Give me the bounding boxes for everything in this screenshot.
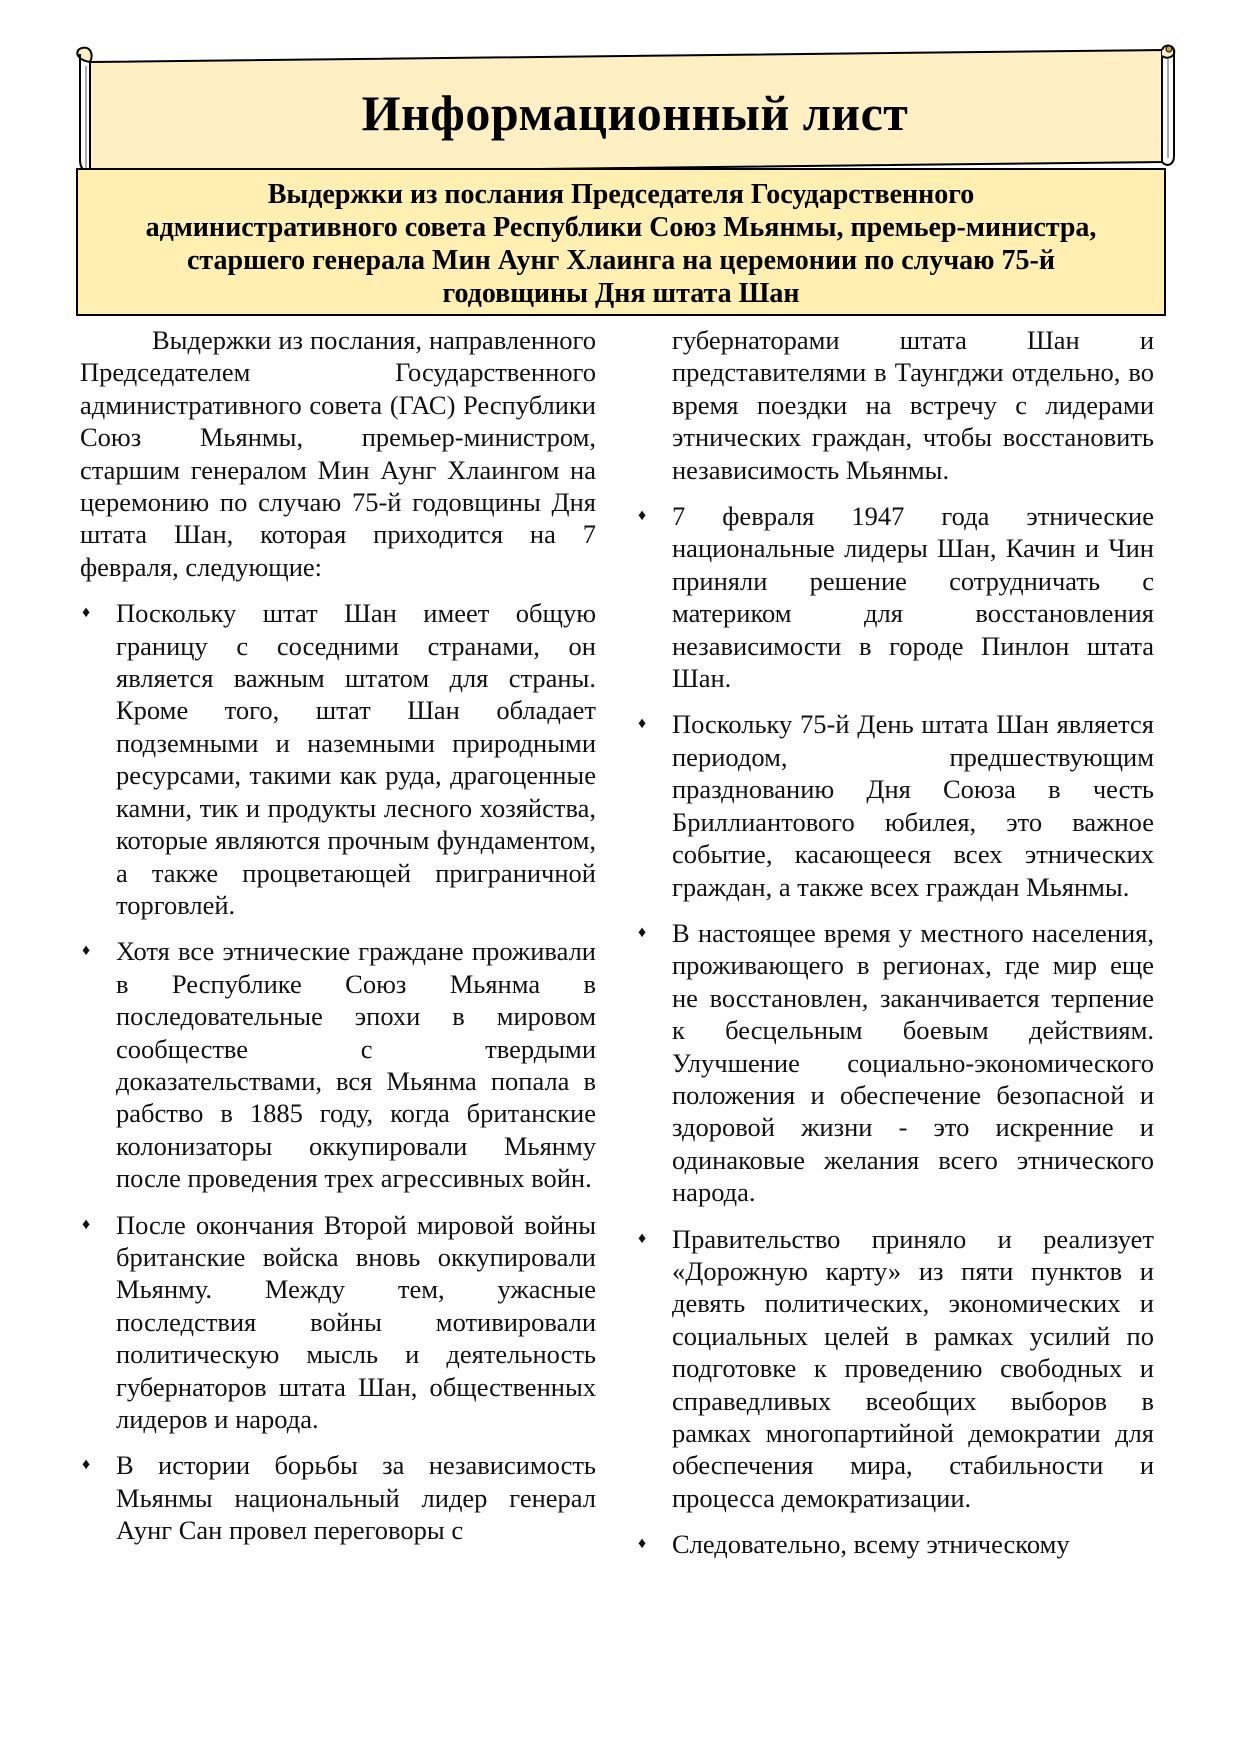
diamond-bullet-icon: ♦: [82, 604, 91, 622]
list-item: [80, 1449, 596, 1546]
left-column: [80, 324, 596, 1561]
diamond-bullet-icon: ♦: [82, 942, 91, 960]
list-item-text: Правительство приняло и реализует «Дорожную карту» из пяти пунктов и девять политических, экономических и социальных целей в рамках усилий по подготовке к проведению свободных и справедливых всеобщих выборов в рамках многопартийной демократии для обеспечения мира, стабильности и процесса демократизации.: [672, 1223, 1154, 1513]
right-column: [636, 324, 1154, 1575]
list-item-text: Следовательно, всему этническому: [672, 1529, 1070, 1560]
diamond-bullet-icon: ♦: [638, 923, 647, 941]
diamond-bullet-icon: ♦: [82, 1456, 91, 1474]
continuation-paragraph: губернаторами штата Шан и представителями в Таунгджи отдельно, во время поездки на встречу с лидерами этнических граждан, чтобы восстановить независимость Мьянмы.: [672, 325, 1154, 485]
intro-paragraph: Выдержки из послания, направленного Председателем Государственного административного совета (ГАС) Республики Союз Мьянмы, премьер-министром, старшим генералом Мин Аунг Хлаингом на церемонию по случаю 75-й годовщины Дня штата Шан, которая приходится на 7 февраля, следующие:: [80, 325, 596, 582]
list-item-text: 7 февраля 1947 года этнические национальные лидеры Шан, Качин и Чин приняли решение сотрудничать с материком для восстановления независимости в городе Пинлон штата Шан.: [672, 501, 1154, 694]
diamond-bullet-icon: ♦: [638, 715, 647, 733]
bullet-list-left: [80, 597, 596, 1546]
subtitle-box: [76, 168, 1166, 316]
list-item-text: После окончания Второй мировой войны британские войска вновь оккупировали Мьянму. Между тем, ужасные последствия войны мотивировали политическую мысль и деятельность губернаторов штата Шан, общественных лидеров и народа.: [116, 1209, 596, 1434]
diamond-bullet-icon: ♦: [638, 1535, 647, 1553]
title-banner: [72, 44, 1178, 178]
diamond-bullet-icon: ♦: [638, 507, 647, 525]
diamond-bullet-icon: ♦: [638, 1229, 647, 1247]
subtitle-line: годовщины Дня штата Шан: [442, 278, 800, 309]
list-item-text: В истории борьбы за независимость Мьянмы национальный лидер генерал Аунг Сан провел переговоры с: [116, 1450, 596, 1546]
page-title: Информационный лист: [361, 85, 909, 141]
list-item-text: Поскольку 75-й День штата Шан является периодом, предшествующим празднованию Дня Союза в честь Бриллиантового юбилея, это важное событие, касающееся всех этнических граждан, а также всех граждан Мьянмы.: [672, 709, 1154, 902]
list-item: [80, 935, 596, 1194]
list-item: [636, 1223, 1154, 1515]
list-item: [636, 1528, 1154, 1560]
list-item: [636, 917, 1154, 1209]
bullet-list-right: [636, 500, 1154, 1561]
subtitle-line: старшего генерала Мин Аунг Хлаинга на церемонии по случаю 75-й: [186, 245, 1056, 276]
subtitle-line: Выдержки из послания Председателя Государственного: [267, 179, 975, 210]
list-item: [636, 500, 1154, 694]
list-item-text: Хотя все этнические граждане проживали в Республике Союз Мьянма в последовательные эпохи в мировом сообществе с твердыми доказательствами, вся Мьянма попала в рабство в 1885 году, когда британские колонизаторы оккупировали Мьянму после проведения трех агрессивных войн.: [116, 936, 596, 1194]
list-item: [80, 597, 596, 921]
list-item: [636, 708, 1154, 902]
list-item-text: Поскольку штат Шан имеет общую границу с соседними странами, он является важным штатом для страны. Кроме того, штат Шан обладает подземными и наземными природными ресурсами, такими как руда, драгоценные камни, тик и продукты лесного хозяйства, которые являются прочным фундаментом, а также процветающей приграничной торговлей.: [116, 598, 596, 920]
diamond-bullet-icon: ♦: [82, 1215, 91, 1233]
list-item: [80, 1209, 596, 1436]
subtitle-line: административного совета Республики Союз Мьянмы, премьер-министра,: [145, 212, 1097, 243]
list-item-text: В настоящее время у местного населения, проживающего в регионах, где мир еще не восстановлен, заканчивается терпение к бесцельным боевым действиям. Улучшение социально-экономического положения и обеспечение безопасной и здоровой жизни - это искренние и одинаковые желания всего этнического народа.: [672, 917, 1154, 1208]
